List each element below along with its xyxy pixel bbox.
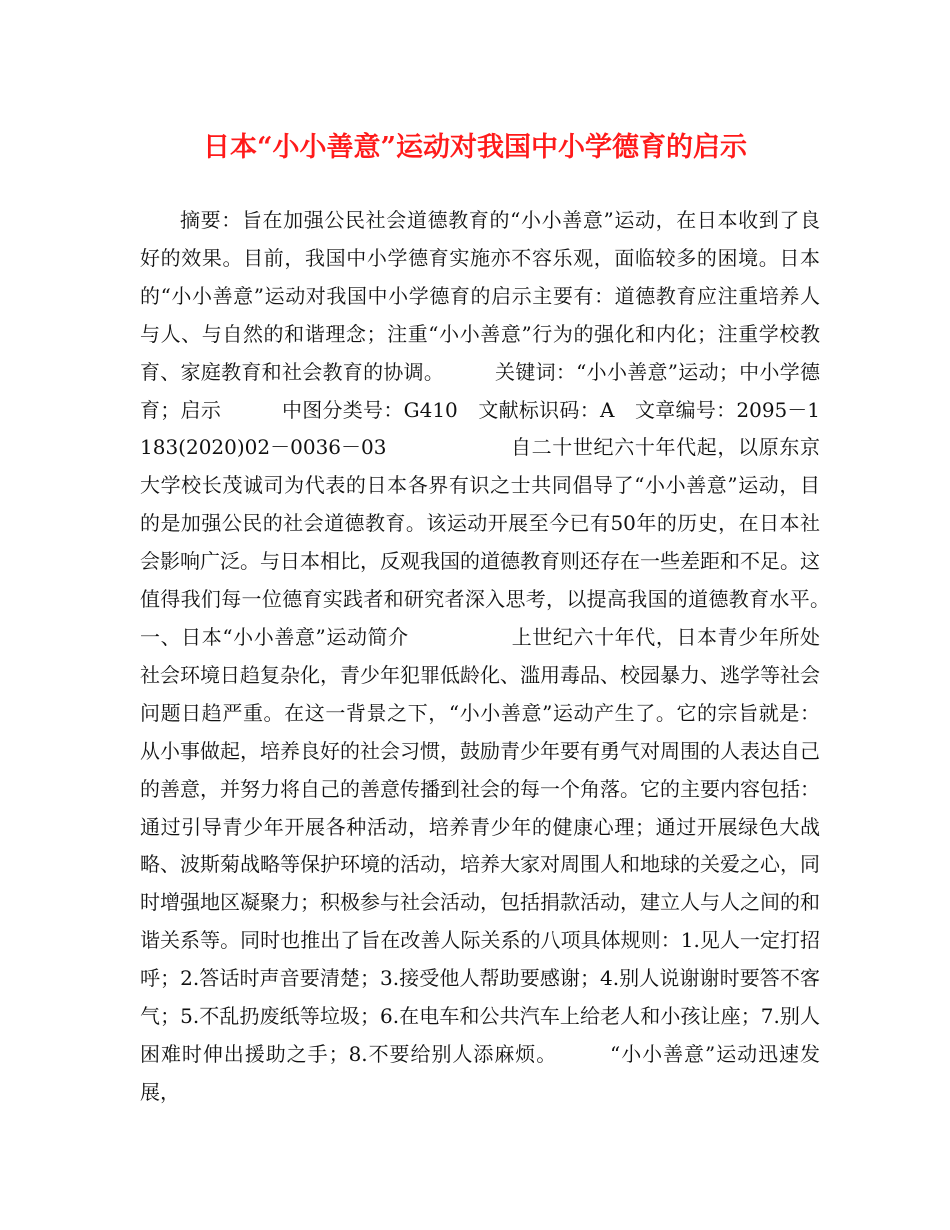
document-body: 摘要：旨在加强公民社会道德教育的“小小善意”运动，在日本收到了良好的效果。目前，我国中小学德育实施亦不容乐观，面临较多的困境。日本的“小小善意”运动对我国中小学德育的启示主要有：道德教育应注重培养人与人、与自然的和谐理念；注重“小小善意”行为的强化和内化；注重学校教育、家庭教育和社会教育的协调。 关键词：“小小善意”运动；中小学德育；启示 中图分类号：G410 文献标识码：A 文章编号：2095－1183(2020)02－0036－03 自二十世纪六十年代起，以原东京大学校长茂诚司为代表的日本各界有识之士共同倡导了“小小善意”运动，目的是加强公民的社会道德教育。该运动开展至今已有50年的历史，在日本社会影响广泛。与日本相比，反观我国的道德教育则还存在一些差距和不足。这值得我们每一位德育实践者和研究者深入思考，以提高我国的道德教育水平。 一、日本“小小善意”运动简介 上世纪六十年代，日本青少年所处社会环境日趋复杂化，青少年犯罪低龄化、滥用毒品、校园暴力、逃学等社会问题日趋严重。在这一背景之下，“小小善意”运动产生了。它的宗旨就是：从小事做起，培养良好的社会习惯，鼓励青少年要有勇气对周围的人表达自己的善意，并努力将自己的善意传播到社会的每一个角落。它的主要内容包括：通过引导青少年开展各种活动，培养青少年的健康心理；通过开展绿色大战略、波斯菊战略等保护环境的活动，培养大家对周围人和地球的关爱之心，同时增强地区凝聚力；积极参与社会活动，包括捐款活动，建立人与人之间的和谐关系等。同时也推出了旨在改善人际关系的八项具体规则：1.见人一定打招呼；2.答话时声音要清楚；3.接受他人帮助要感谢；4.别人说谢谢时要答不客气；5.不乱扔废纸等垃圾；6.在电车和公共汽车上给老人和小孩让座；7.别人困难时伸出援助之手；8.不要给别人添麻烦。 “小小善意”运动迅速发展， [140,208,880,1104]
document-title: 日本“小小善意”运动对我国中小学德育的启示 [202,132,748,163]
